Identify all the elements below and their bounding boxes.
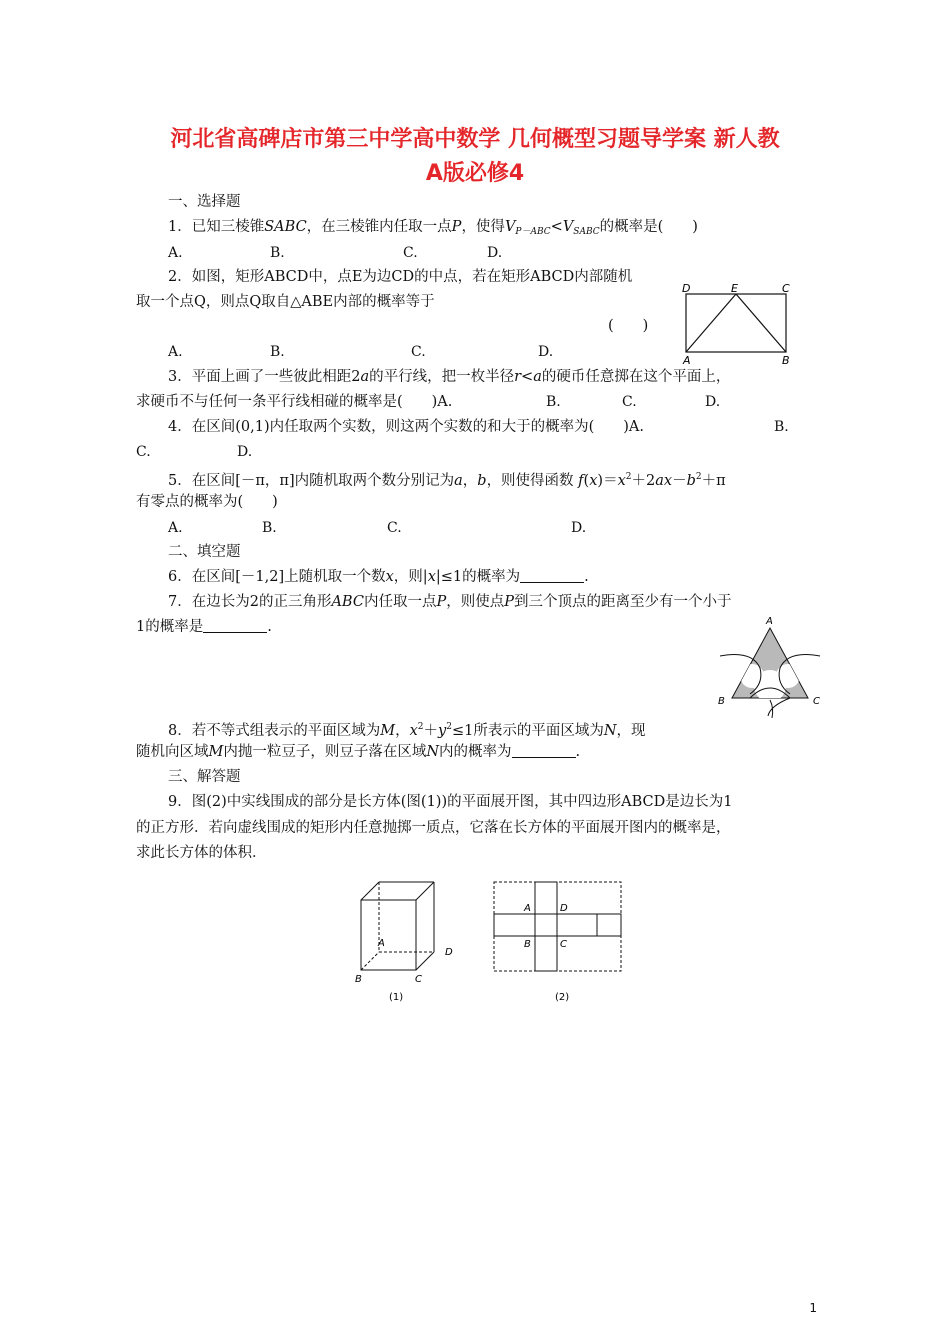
question-8-line-2: 随机向区域M内抛一粒豆子，则豆子落在区域N内的概率为 .	[136, 744, 581, 760]
q1-option-d: D.	[487, 245, 503, 261]
figure-1-caption: (1)	[389, 992, 404, 1003]
figure-2-caption: (2)	[555, 992, 570, 1003]
label-e: E	[731, 282, 738, 295]
question-3-line-1: 3．平面上画了一些彼此相距2a的平行线，把一枚半径r<a的硬币任意掷在这个平面上，	[168, 369, 731, 385]
rectangle-abcd-figure	[678, 282, 796, 368]
question-4-line-1: 4．在区间(0,1)内任取两个实数，则这两个实数的和大于的概率为( )A.	[168, 419, 644, 435]
q1-option-c: C.	[403, 245, 418, 261]
segment-ae	[686, 294, 736, 352]
q5-option-d: D.	[571, 520, 587, 536]
question-7-line-2: 1的概率是 .	[136, 619, 272, 635]
cuboid-label-c: C	[415, 974, 422, 985]
q5-option-b: B.	[262, 520, 277, 536]
q4-option-c: C.	[136, 444, 151, 460]
page-number: 1	[809, 1301, 817, 1315]
section-fill-heading: 二、填空题	[168, 544, 241, 560]
q2-option-d: D.	[538, 344, 554, 360]
segment-be	[736, 294, 786, 352]
net-label-b: B	[524, 939, 531, 950]
question-3-line-2: 求硬币不与任何一条平行线相碰的概率是( )A.	[136, 394, 453, 410]
cuboid-label-d: D	[445, 947, 453, 958]
question-6: 6．在区间[－1,2]上随机取一个数x，则|x|≤1的概率为 .	[168, 569, 589, 585]
q1-option-a: A.	[168, 245, 183, 261]
cuboid-figure	[344, 876, 464, 1006]
cuboid-edge	[361, 882, 379, 900]
title-line-2: A版必修4	[425, 161, 525, 186]
q3-option-c: C.	[622, 394, 637, 410]
q2-option-c: C.	[411, 344, 426, 360]
triangle-arcs-figure	[712, 614, 826, 720]
q4-option-b: B.	[774, 419, 789, 435]
label-c: C	[782, 282, 790, 295]
cuboid-edge	[416, 952, 434, 970]
net-label-a: A	[524, 903, 531, 914]
question-2-line-2: 取一个点Q，则点Q取自△ABE内部的概率等于	[136, 294, 435, 310]
question-2-line-1: 2．如图，矩形ABCD中，点E为边CD的中点，若在矩形ABCD内部随机	[168, 269, 633, 285]
net-label-c: C	[560, 939, 567, 950]
answer-blank-8	[512, 743, 576, 758]
q5-option-c: C.	[387, 520, 402, 536]
section-solve-heading: 三、解答题	[168, 769, 241, 785]
q3-option-b: B.	[546, 394, 561, 410]
cuboid-hidden-edge	[361, 952, 379, 970]
label-a: A	[683, 354, 691, 367]
question-9-line-3: 求此长方体的体积．	[136, 845, 267, 861]
section-choice-heading: 一、选择题	[168, 194, 241, 210]
tri-label-b: B	[718, 696, 725, 707]
question-9-line-2: 的正方形．若向虚线围成的矩形内任意抛掷一质点，它落在长方体的平面展开图内的概率是，	[136, 820, 731, 836]
cuboid-label-b: B	[355, 974, 362, 985]
q3-option-d: D.	[705, 394, 721, 410]
q4-option-d: D.	[237, 444, 253, 460]
rect-outline	[686, 294, 786, 352]
cuboid-edge	[416, 882, 434, 900]
q5-option-a: A.	[168, 520, 183, 536]
cuboid-front-face	[361, 900, 416, 970]
q2-option-b: B.	[270, 344, 285, 360]
tri-label-a: A	[766, 616, 773, 627]
label-d: D	[682, 282, 691, 295]
question-7-line-1: 7．在边长为2的正三角形ABC内任取一点P，则使点P到三个顶点的距离至少有一个小于	[168, 594, 732, 610]
answer-blank-7	[203, 618, 267, 633]
question-2-paren: ( )	[608, 318, 649, 334]
cuboid-net-figure	[487, 876, 627, 1006]
question-1: 1．已知三棱锥SABC，在三棱锥内任取一点P，使得$V_{P-ABC}<V_{SABC}$的概率是( )	[168, 219, 698, 237]
cuboid-label-a: A	[378, 938, 385, 949]
answer-blank-6	[520, 568, 584, 583]
net-label-d: D	[560, 903, 568, 914]
title-line-1: 河北省高碑店市第三中学高中数学 几何概型习题导学案 新人教	[170, 127, 780, 152]
question-5-line-1: 5．在区间[－π，π]内随机取两个数分别记为a，b，则使得函数 $f(x)=x^2+2ax-b^2+\pi$	[168, 472, 726, 489]
label-b: B	[782, 354, 790, 367]
question-8-line-1: 8．若不等式组表示的平面区域为M，$x^2+y^2\le 1$所表示的平面区域为N，现	[168, 722, 646, 739]
q2-option-a: A.	[168, 344, 183, 360]
net-vertical-strip	[535, 882, 557, 971]
question-9-line-1: 9．图(2)中实线围成的部分是长方体(图(1))的平面展开图，其中四边形ABCD是边长为1	[168, 794, 733, 810]
tri-label-c: C	[813, 696, 820, 707]
question-5-line-2: 有零点的概率为( )	[136, 494, 278, 510]
q1-option-b: B.	[270, 245, 285, 261]
